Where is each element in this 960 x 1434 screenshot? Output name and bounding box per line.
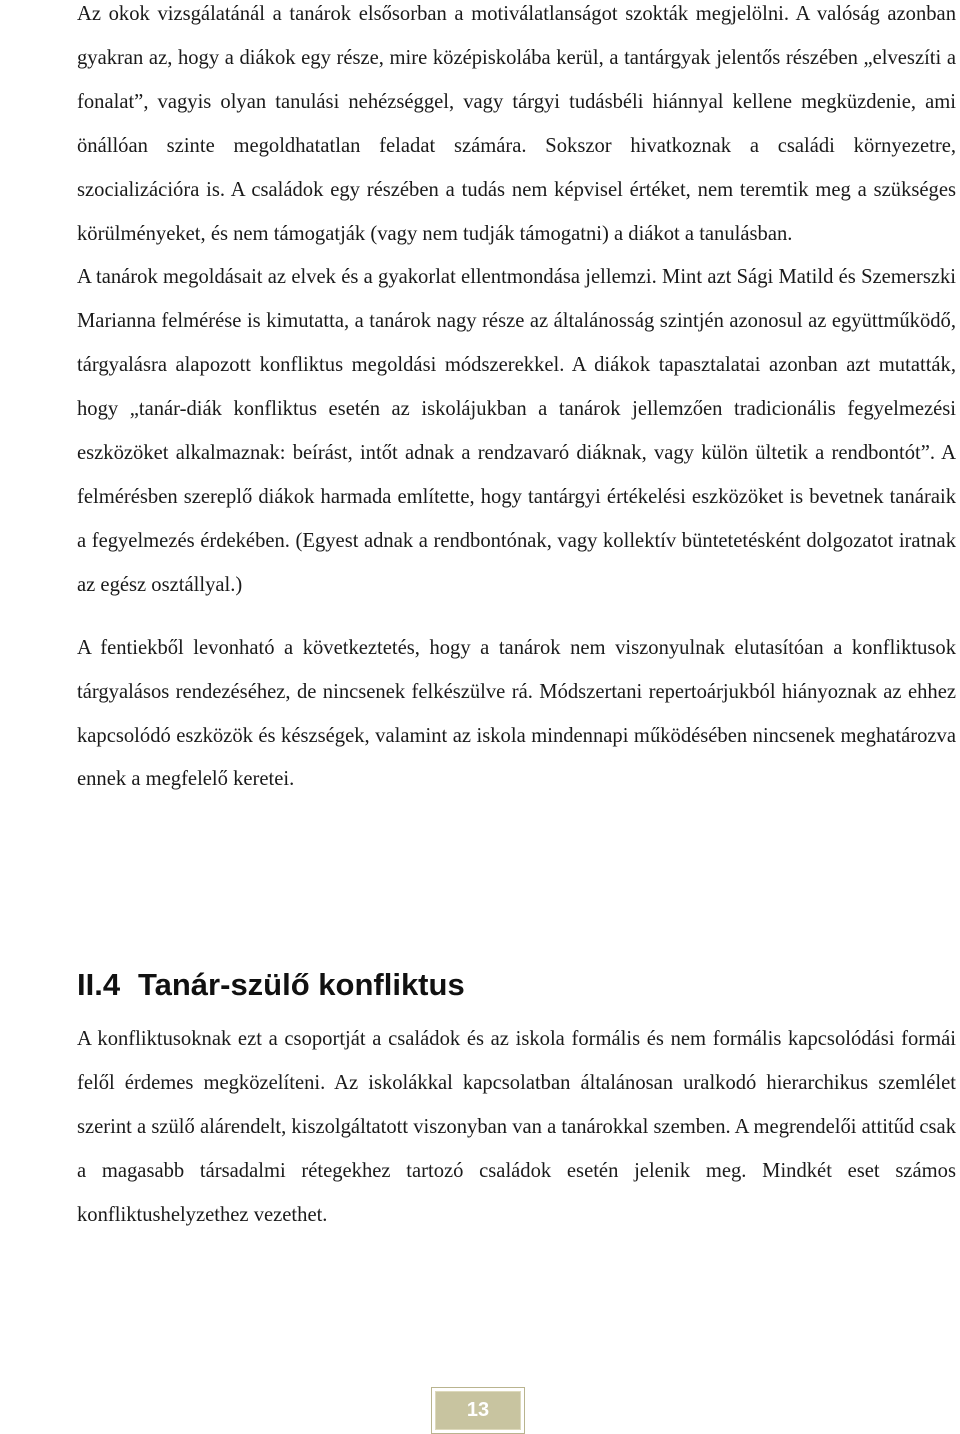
page-number: 13 [466, 1399, 490, 1421]
document-body [77, 0, 956, 1002]
paragraph-teacher-parent: A konfliktusoknak ezt a csoportját a családok és az iskola formális és nem formális kapcsolódási formái felől érdemes megközelíteni. Az iskolákkal kapcsolatban általánosan uralkodó hierarchikus szemlélet szerint a szülő alárendelt, kiszolgáltatott viszonyban van a tanárokkal szemben. A megrendelői attitűd csak a magasabb társadalmi rétegekhez tartozó családok esetén jelenik meg. Mindkét eset számos konfliktushelyzethez vezethet. [77, 1028, 956, 1226]
section-title: Tanár-szülő konfliktus [138, 967, 465, 1002]
paragraph-motivation: Az okok vizsgálatánál a tanárok elsősorban a motiválatlanságot szokták megjelölni. A valóság azonban gyakran az, hogy a diákok egy része, mire középiskolába kerül, a tantárgyak jelentős részében „elveszíti a fonalat”, vagyis olyan tanulási nehézséggel, vagy tárgyi tudásbéli hiánnyal kellene megküzdenie, ami önállóan szinte megoldhatatlan feladat számára. Sokszor hivatkoznak a családi környezetre, szocializációra is. A családok egy részében a tudás nem képvisel értéket, nem teremtik meg a szükséges körülményeket, és nem támogatják (vagy nem tudják támogatni) a diákot a tanulásban. [77, 3, 956, 245]
paragraph-teacher-solutions: A tanárok megoldásait az elvek és a gyakorlat ellentmondása jellemzi. Mint azt Sági Matild és Szemerszki Marianna felmérése is kimutatta, a tanárok nagy része az általánosság szintjén azonosul az együttműködő, tárgyalásra alapozott konfliktus megoldási módszerekkel. A diákok tapasztalatai azonban azt mutatták, hogy „tanár-diák konfliktus esetén az iskolájukban a tanárok jellemzően tradicionális fegyelmezési eszközöket alkalmaznak: beírást, intőt adnak a rendzavaró diáknak, vagy külön ültetik a rendbontót”. A felmérésben szereplő diákok harmada említette, hogy tantárgyi értékelési eszközöket is bevetnek tanáraik a fegyelmezés érdekében. (Egyest adnak a rendbontónak, vagy kollektív büntetetésként dolgozatot iratnak az egész osztállyal.) [77, 266, 956, 596]
section-heading [77, 965, 465, 1005]
page-number-badge [432, 1388, 524, 1433]
section-content [77, 1018, 956, 1238]
paragraph-conclusion: A fentiekből levonható a következtetés, hogy a tanárok nem viszonyulnak elutasítóan a konfliktusok tárgyalásos rendezéséhez, de nincsenek felkészülve rá. Módszertani repertoárjukból hiányoznak az ehhez kapcsolódó eszközök és készségek, valamint az iskola mindennapi működésében nincsenek meghatározva ennek a megfelelő keretei. [77, 636, 956, 791]
section-number: II.4 [77, 967, 121, 1002]
